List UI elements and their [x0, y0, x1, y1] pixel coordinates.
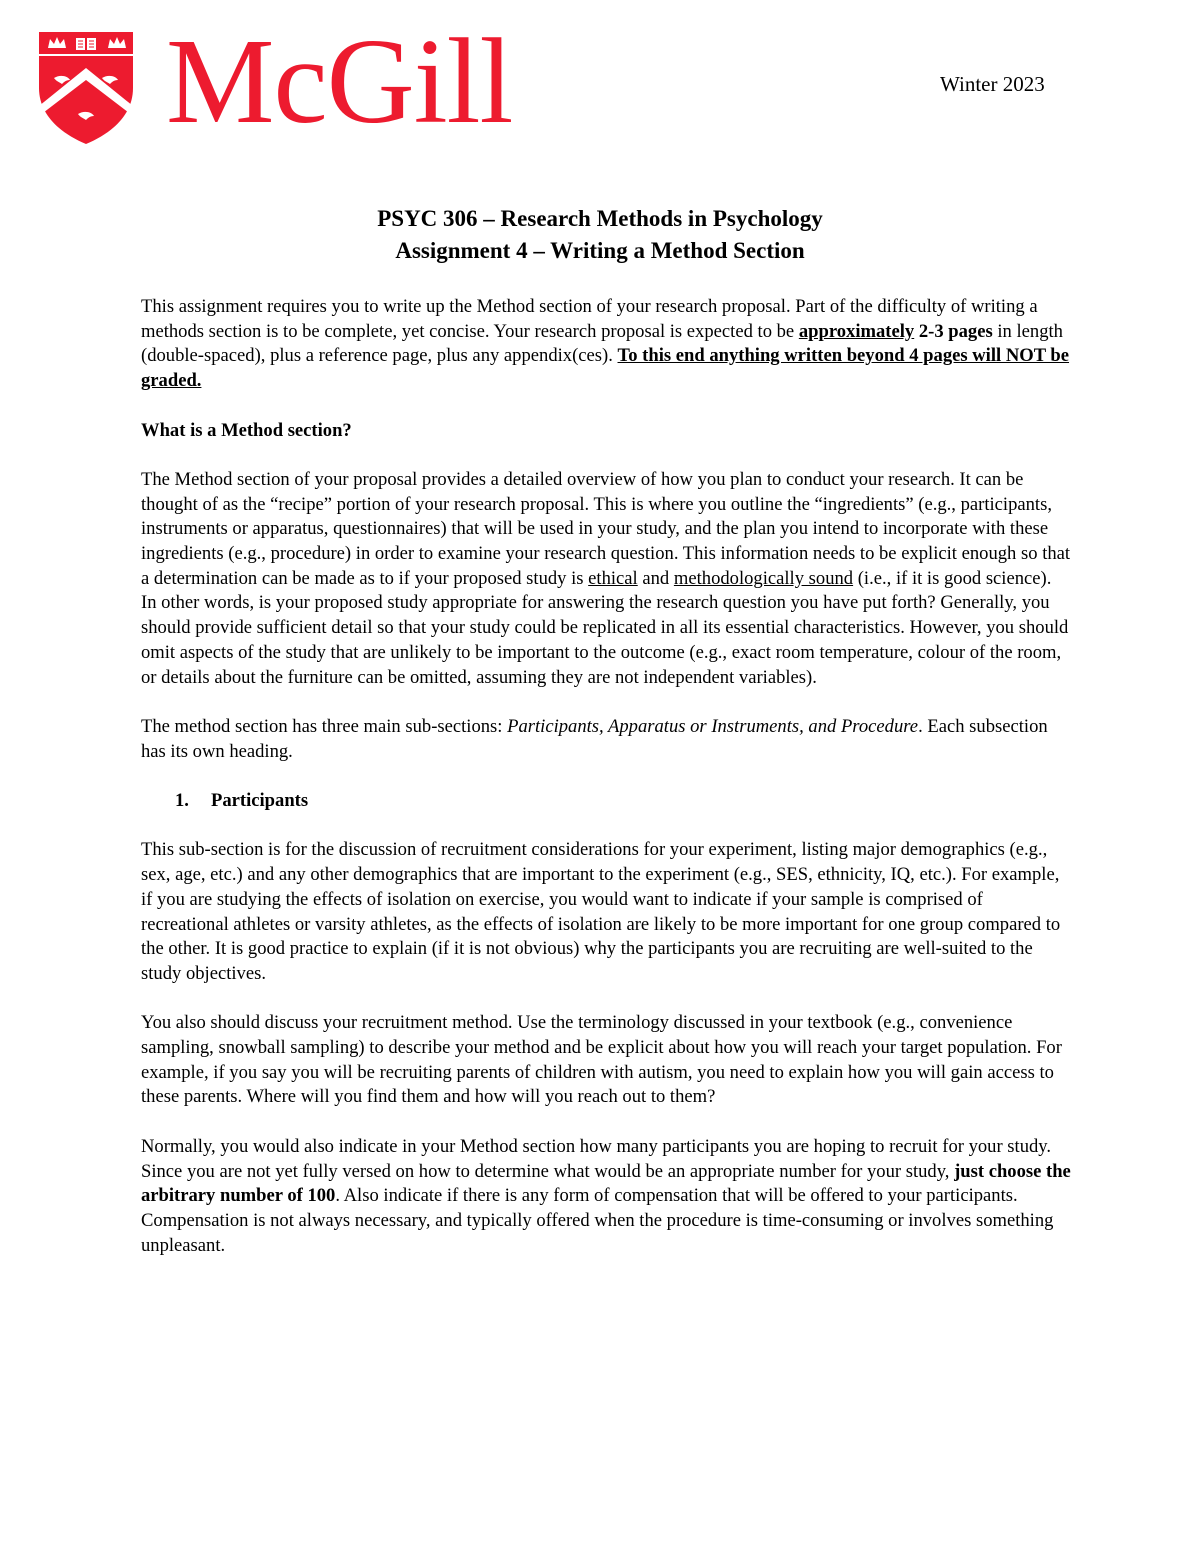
method-overview-paragraph	[141, 468, 1071, 690]
participants-paragraph-3	[141, 1135, 1071, 1259]
overview-text-a: The Method section of your proposal provides a detailed overview of how you plan to conduct your research. It can be thought of as the “recipe” portion of your research proposal. This is where you outline the “ingredients” (e.g., participants, instruments or apparatus, questionnaires) that will be used in your study, and the plan you intend to incorporate with these ingredients (e.g., procedure) in order to examine your research question. This information needs to be explicit enough so that a determination can be made as to if your proposed study is	[141, 468, 1071, 589]
overview-and: and	[637, 567, 674, 589]
arbitrary-number-emphasis: just choose the arbitrary number of 100	[141, 1160, 1071, 1207]
intro-paragraph	[141, 295, 1071, 394]
page-limit-warning: To this end anything written beyond 4 pages will NOT be graded.	[141, 345, 1070, 392]
page-range-emphasis: 2-3 pages	[918, 320, 993, 342]
subsections-text-b: . Each subsection has its own heading.	[141, 715, 1048, 762]
intro-text-a: This assignment requires you to write up the Method section of your research proposal. Part of the difficulty of writing a methods section is to be complete, yet concise. Your research proposal is expected to be	[141, 296, 1038, 342]
document-body	[141, 295, 1071, 1283]
participants-heading	[141, 789, 1071, 814]
mcgill-wordmark: McGill	[166, 14, 513, 149]
overview-text-b: (i.e., if it is good science). In other words, is your proposed study appropriate for answering the research question you have put forth? Generally, you should provide sufficient detail so that your study could be replicated in all its essential characteristics. However, you should omit aspects of the study that are unlikely to be important to the outcome (e.g., exact room temperature, colour of the room, or details about the furniture can be omitted, assuming they are not independent variables).	[141, 567, 1069, 688]
term-label: Winter 2023	[940, 72, 1045, 96]
methodologically-sound-underlined: methodologically sound	[673, 567, 854, 589]
subsections-paragraph	[141, 715, 1071, 764]
ethical-underlined: ethical	[588, 567, 638, 589]
participants-p3-text-b: . Also indicate if there is any form of compensation that will be offered to your participants. Compensation is not always necessary, and typically offered when the procedure is time-consuming or involves something unpleasant.	[141, 1185, 1054, 1256]
what-is-method-heading: What is a Method section?	[141, 419, 352, 441]
document-title-block	[0, 203, 1200, 267]
subsections-text-a: The method section has three main sub-sections:	[141, 715, 508, 737]
mcgill-logo	[36, 14, 556, 149]
participants-p3-text-a: Normally, you would also indicate in your Method section how many participants you are hoping to recruit for your study. Since you are not yet fully versed on how to determine what would be an appropriate number for your study,	[141, 1135, 1052, 1182]
course-title: PSYC 306 – Research Methods in Psychology	[377, 206, 823, 231]
participants-heading-text: Participants	[211, 790, 309, 811]
participants-paragraph-2: You also should discuss your recruitment method. Use the terminology discussed in your textbook (e.g., convenience sampling, snowball sampling) to describe your method and be explicit about how you will reach your target population. For example, if you say you will be recruiting parents of children with autism, you need to explain how you will gain access to these parents. Where will you find them and how will you reach out to them?	[141, 1012, 1062, 1108]
mcgill-crest-icon	[36, 28, 136, 146]
participants-paragraph-1: This sub-section is for the discussion of recruitment considerations for your experiment, listing major demographics (e.g., sex, age, etc.) and any other demographics that are important to the experiment (e.g., SES, ethnicity, IQ, etc.). For example, if you are studying the effects of isolation on exercise, you would want to indicate if your sample is comprised of recreational athletes or varsity athletes, as the effects of isolation are likely to be more important for one group compared to the other. It is good practice to explain (if it is not obvious) why the participants you are recruiting are well-suited to the study objectives.	[141, 839, 1061, 984]
subsections-list-italic: Participants, Apparatus or Instruments, and Procedure	[507, 715, 919, 737]
intro-text-b: in length (double-spaced), plus a reference page, plus any appendix(ces).	[141, 320, 1063, 367]
assignment-title: Assignment 4 – Writing a Method Section	[395, 238, 805, 263]
participants-number: 1.	[175, 790, 189, 811]
approximately-emphasis: approximately	[798, 320, 915, 342]
